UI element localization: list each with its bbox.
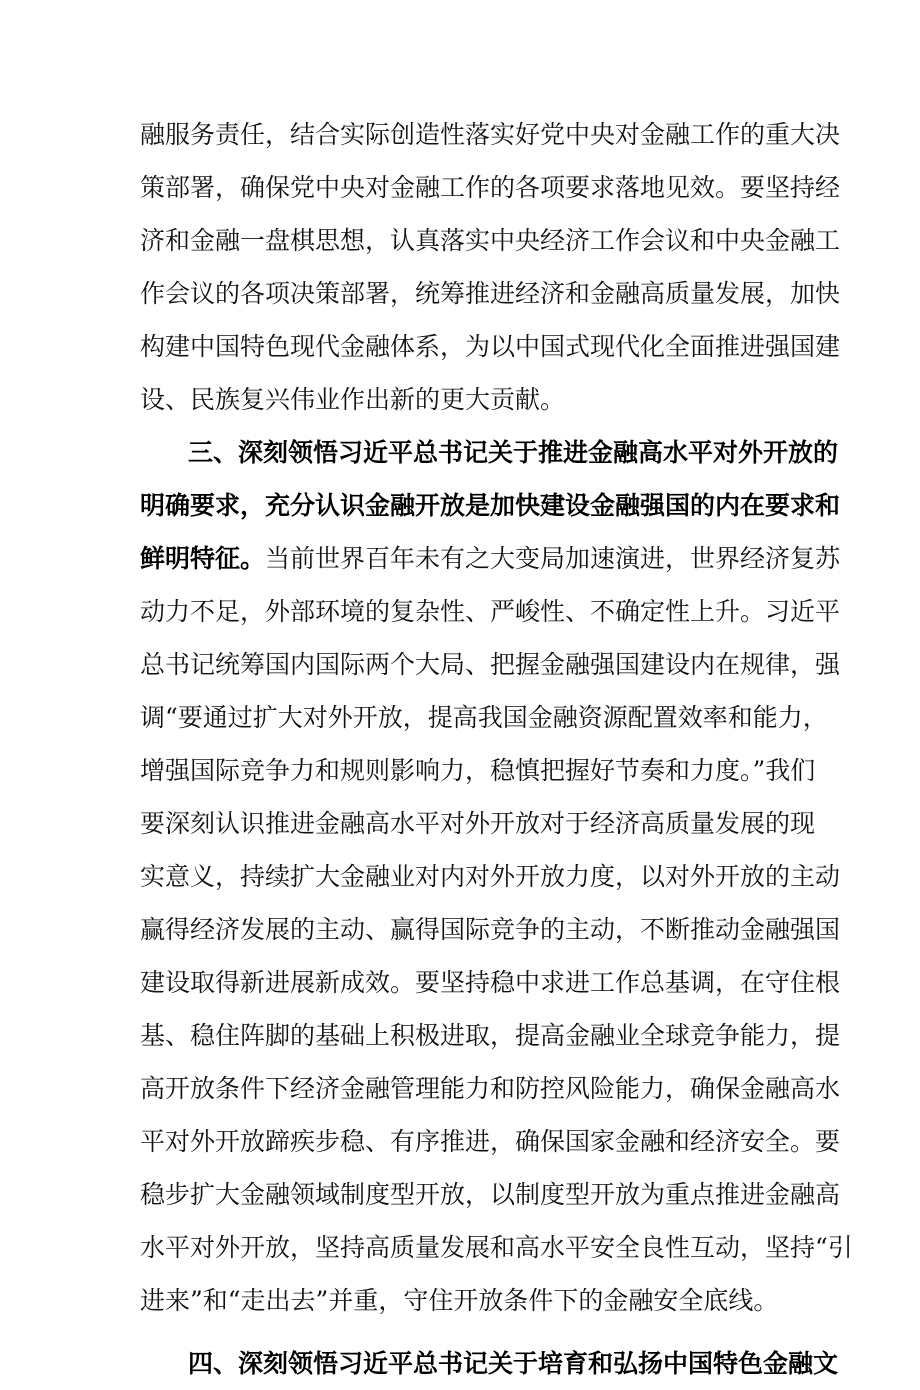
paragraph-line: 调“要通过扩大对外开放，提高我国金融资源配置效率和能力， [140,703,828,732]
paragraph-line: 济和金融一盘棋思想，认真落实中央经济工作会议和中央金融工 [140,226,841,255]
section-three-heading: 三、深刻领悟习近平总书记关于推进金融高水平对外开放的 [188,438,839,467]
document-body [140,108,853,1390]
paragraph-line: 总书记统筹国内国际两个大局、把握金融强国建设内在规律，强 [140,650,841,679]
paragraph-line: 水平对外开放，坚持高质量发展和高水平安全良性互动，坚持“引 [140,1233,853,1262]
paragraph-line: 融服务责任，结合实际创造性落实好党中央对金融工作的重大决 [140,120,841,149]
paragraph-line: 基、稳住阵脚的基础上积极进取，提高金融业全球竞争能力，提 [140,1021,841,1050]
paragraph-financial-service [140,108,841,426]
section-three-mixed-line [140,532,841,585]
section-four-heading: 四、深刻领悟习近平总书记关于培育和弘扬中国特色金融文 [188,1349,839,1378]
paragraph-line: 进来”和“走出去”并重，守住开放条件下的金融安全底线。 [140,1286,779,1315]
section-three-heading-end: 鲜明特征。 [140,544,266,573]
paragraph-line: 动力不足，外部环境的复杂性、严峻性、不确定性上升。习近平 [140,597,841,626]
paragraph-line: 平对外开放蹄疾步稳、有序推进，确保国家金融和经济安全。要 [140,1127,841,1156]
paragraph-line: 构建中国特色现代金融体系，为以中国式现代化全面推进强国建 [140,332,841,361]
section-three [140,426,853,1327]
paragraph-line: 高开放条件下经济金融管理能力和防控风险能力，确保金融高水 [140,1074,841,1103]
section-three-text-start: 当前世界百年未有之大变局加速演进，世界经济复苏 [265,544,841,573]
paragraph-line: 建设取得新进展新成效。要坚持稳中求进工作总基调，在守住根 [140,968,841,997]
paragraph-line: 赢得经济发展的主动、赢得国际竞争的主动，不断推动金融强国 [140,915,841,944]
paragraph-line: 作会议的各项决策部署，统筹推进经济和金融高质量发展，加快 [140,279,841,308]
paragraph-line: 策部署，确保党中央对金融工作的各项要求落地见效。要坚持经 [140,173,841,202]
section-three-heading-continued: 明确要求，充分认识金融开放是加快建设金融强国的内在要求和 [140,491,841,520]
section-four [140,1337,839,1390]
paragraph-line: 稳步扩大金融领域制度型开放，以制度型开放为重点推进金融高 [140,1180,841,1209]
paragraph-line: 设、民族复兴伟业作出新的更大贡献。 [140,385,566,414]
paragraph-line: 实意义，持续扩大金融业对内对外开放力度，以对外开放的主动 [140,862,841,891]
paragraph-line: 要深刻认识推进金融高水平对外开放对于经济高质量发展的现 [140,809,816,838]
paragraph-line: 增强国际竞争力和规则影响力，稳慎把握好节奏和力度。”我们 [140,756,816,785]
